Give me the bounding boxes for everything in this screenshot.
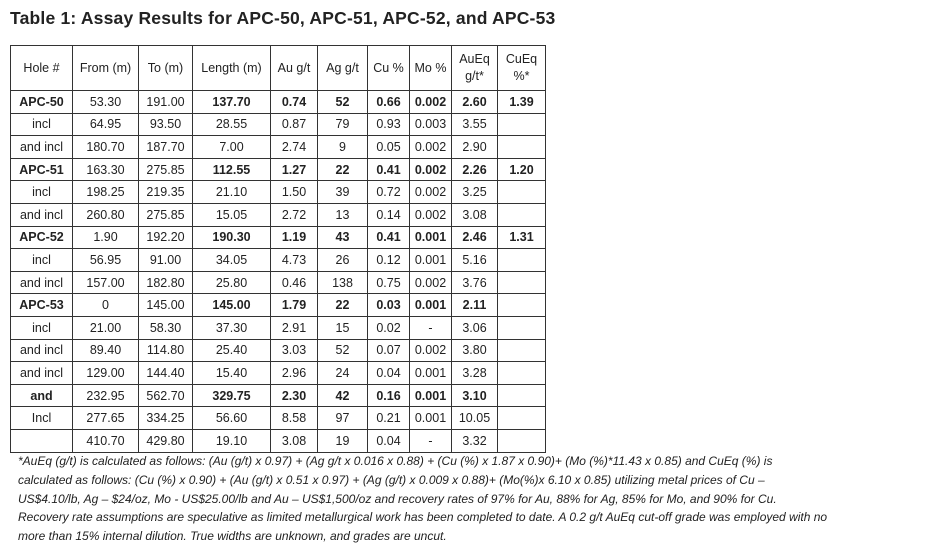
cell-mo: 0.001 [410, 249, 452, 272]
cell-length: 15.40 [193, 362, 271, 385]
cell-from: 64.95 [73, 113, 139, 136]
cell-au: 1.19 [271, 226, 318, 249]
cell-ag: 138 [318, 271, 368, 294]
cell-hole: incl [11, 181, 73, 204]
cell-aueq: 5.16 [452, 249, 498, 272]
cell-hole: incl [11, 316, 73, 339]
cell-cu: 0.03 [368, 294, 410, 317]
header-au: Au g/t [271, 46, 318, 91]
cell-to: 429.80 [139, 429, 193, 452]
cell-cu: 0.05 [368, 136, 410, 159]
cell-ag: 22 [318, 158, 368, 181]
cell-aueq: 3.28 [452, 362, 498, 385]
table-title: Table 1: Assay Results for APC-50, APC-51, APC-52, and APC-53 [10, 8, 556, 28]
cell-from: 53.30 [73, 91, 139, 114]
cell-au: 2.74 [271, 136, 318, 159]
footnote-line: *AuEq (g/t) is calculated as follows: (Au (g/t) x 0.97) + (Ag g/t x 0.016 x 0.88) + (Cu (%) x 1.87 x 0.90)+ (Mo (%)*11.43 x 0.85) and CuEq (%) is [18, 454, 773, 468]
cell-aueq: 3.80 [452, 339, 498, 362]
cell-hole: and incl [11, 136, 73, 159]
cell-cueq [498, 407, 546, 430]
cell-from: 21.00 [73, 316, 139, 339]
footnote-line: calculated as follows: (Cu (%) x 0.90) + (Au (g/t) x 0.51 x 0.97) + (Ag (g/t) x 0.009 x 0.88)+ (Mo(%)x 6.10 x 0.85) utilizing metal prices of Cu – [18, 472, 765, 487]
table-row [11, 158, 546, 181]
cell-aueq: 3.32 [452, 429, 498, 452]
cell-cueq: 1.31 [498, 226, 546, 249]
cell-to: 145.00 [139, 294, 193, 317]
cell-hole: Incl [11, 407, 73, 430]
cell-au: 8.58 [271, 407, 318, 430]
cell-cu: 0.04 [368, 362, 410, 385]
cell-aueq: 3.55 [452, 113, 498, 136]
table-row [11, 384, 546, 407]
table-row [11, 113, 546, 136]
assay-results-table [10, 45, 546, 453]
cell-ag: 22 [318, 294, 368, 317]
header-cu: Cu % [368, 46, 410, 91]
cell-aueq: 2.46 [452, 226, 498, 249]
cell-cueq [498, 384, 546, 407]
cell-from: 89.40 [73, 339, 139, 362]
cell-au: 2.91 [271, 316, 318, 339]
cell-from: 157.00 [73, 271, 139, 294]
cell-to: 219.35 [139, 181, 193, 204]
header-ag: Ag g/t [318, 46, 368, 91]
cell-length: 37.30 [193, 316, 271, 339]
cell-cueq [498, 271, 546, 294]
cell-from: 129.00 [73, 362, 139, 385]
cell-length: 28.55 [193, 113, 271, 136]
cell-to: 114.80 [139, 339, 193, 362]
cell-cu: 0.41 [368, 158, 410, 181]
cell-to: 144.40 [139, 362, 193, 385]
cell-aueq: 2.26 [452, 158, 498, 181]
cell-to: 182.80 [139, 271, 193, 294]
cell-aueq: 3.76 [452, 271, 498, 294]
cell-au: 3.03 [271, 339, 318, 362]
cell-hole [11, 429, 73, 452]
cell-cu: 0.75 [368, 271, 410, 294]
header-from: From (m) [73, 46, 139, 91]
header-aueq-label: AuEq g/t* [459, 52, 490, 83]
cell-au: 1.27 [271, 158, 318, 181]
table-row [11, 294, 546, 317]
cell-aueq: 2.11 [452, 294, 498, 317]
cell-mo: 0.001 [410, 407, 452, 430]
cell-from: 277.65 [73, 407, 139, 430]
cell-au: 2.96 [271, 362, 318, 385]
cell-hole: APC-50 [11, 91, 73, 114]
cell-mo: 0.001 [410, 362, 452, 385]
header-hole: Hole # [11, 46, 73, 91]
cell-from: 56.95 [73, 249, 139, 272]
table-row [11, 91, 546, 114]
cell-cu: 0.16 [368, 384, 410, 407]
table-row [11, 362, 546, 385]
table-row [11, 271, 546, 294]
cell-cu: 0.41 [368, 226, 410, 249]
table-body [11, 91, 546, 453]
cell-aueq: 2.60 [452, 91, 498, 114]
table-row [11, 249, 546, 272]
cell-hole: APC-51 [11, 158, 73, 181]
cell-cueq [498, 181, 546, 204]
table-row [11, 339, 546, 362]
cell-to: 275.85 [139, 158, 193, 181]
cell-cueq [498, 203, 546, 226]
cell-cueq: 1.20 [498, 158, 546, 181]
cell-mo: 0.002 [410, 339, 452, 362]
cell-ag: 43 [318, 226, 368, 249]
cell-hole: and incl [11, 362, 73, 385]
cell-ag: 79 [318, 113, 368, 136]
cell-au: 1.79 [271, 294, 318, 317]
cell-length: 112.55 [193, 158, 271, 181]
cell-hole: and incl [11, 203, 73, 226]
cell-length: 25.80 [193, 271, 271, 294]
cell-ag: 19 [318, 429, 368, 452]
cell-to: 275.85 [139, 203, 193, 226]
cell-from: 260.80 [73, 203, 139, 226]
cell-au: 4.73 [271, 249, 318, 272]
cell-mo: 0.001 [410, 294, 452, 317]
cell-cu: 0.14 [368, 203, 410, 226]
cell-from: 163.30 [73, 158, 139, 181]
cell-cueq [498, 429, 546, 452]
cell-hole: incl [11, 249, 73, 272]
cell-from: 198.25 [73, 181, 139, 204]
cell-to: 191.00 [139, 91, 193, 114]
cell-to: 187.70 [139, 136, 193, 159]
header-length: Length (m) [193, 46, 271, 91]
cell-to: 334.25 [139, 407, 193, 430]
header-cueq [498, 46, 546, 91]
cell-aueq: 3.08 [452, 203, 498, 226]
header-mo: Mo % [410, 46, 452, 91]
cell-ag: 9 [318, 136, 368, 159]
cell-hole: and incl [11, 339, 73, 362]
cell-length: 7.00 [193, 136, 271, 159]
cell-cu: 0.04 [368, 429, 410, 452]
cell-mo: - [410, 429, 452, 452]
cell-au: 0.87 [271, 113, 318, 136]
cell-mo: 0.002 [410, 181, 452, 204]
cell-aueq: 2.90 [452, 136, 498, 159]
cell-hole: and [11, 384, 73, 407]
cell-au: 2.30 [271, 384, 318, 407]
cell-to: 192.20 [139, 226, 193, 249]
cell-ag: 97 [318, 407, 368, 430]
footnote-line: more than 15% internal dilution. True widths are unknown, and grades are uncut. [18, 529, 447, 544]
cell-cueq [498, 362, 546, 385]
cell-length: 25.40 [193, 339, 271, 362]
cell-cu: 0.66 [368, 91, 410, 114]
cell-to: 91.00 [139, 249, 193, 272]
footnote-line: US$4.10/lb, Ag – $24/oz, Mo - US$25.00/lb and Au – US$1,500/oz and recovery rates of 97% for Au, 88% for Ag, 85% for Mo, and 90% for Cu. [18, 491, 777, 506]
cell-cu: 0.72 [368, 181, 410, 204]
cell-cu: 0.07 [368, 339, 410, 362]
cell-au: 0.46 [271, 271, 318, 294]
cell-mo: 0.002 [410, 91, 452, 114]
table-row [11, 181, 546, 204]
cell-cueq [498, 339, 546, 362]
cell-ag: 24 [318, 362, 368, 385]
cell-cueq: 1.39 [498, 91, 546, 114]
header-cueq-label: CuEq %* [505, 52, 538, 83]
cell-cueq [498, 294, 546, 317]
table-row [11, 429, 546, 452]
cell-length: 15.05 [193, 203, 271, 226]
cell-au: 3.08 [271, 429, 318, 452]
header-aueq [452, 46, 498, 91]
cell-aueq: 3.25 [452, 181, 498, 204]
cell-length: 190.30 [193, 226, 271, 249]
header-to: To (m) [139, 46, 193, 91]
cell-mo: 0.002 [410, 136, 452, 159]
footnote-line: Recovery rate assumptions are speculative as limited metallurgical work has been completed to date. A 0.2 g/t AuEq cut-off grade was employed with no [18, 510, 828, 525]
cell-cu: 0.21 [368, 407, 410, 430]
cell-mo: 0.001 [410, 226, 452, 249]
cell-ag: 42 [318, 384, 368, 407]
cell-au: 0.74 [271, 91, 318, 114]
cell-length: 329.75 [193, 384, 271, 407]
cell-aueq: 10.05 [452, 407, 498, 430]
cell-cu: 0.93 [368, 113, 410, 136]
cell-mo: 0.003 [410, 113, 452, 136]
table-row [11, 203, 546, 226]
cell-ag: 39 [318, 181, 368, 204]
cell-hole: APC-52 [11, 226, 73, 249]
cell-to: 562.70 [139, 384, 193, 407]
cell-from: 180.70 [73, 136, 139, 159]
cell-cueq [498, 113, 546, 136]
cell-cueq [498, 316, 546, 339]
cell-length: 19.10 [193, 429, 271, 452]
cell-to: 58.30 [139, 316, 193, 339]
cell-au: 1.50 [271, 181, 318, 204]
cell-to: 93.50 [139, 113, 193, 136]
cell-cueq [498, 249, 546, 272]
cell-from: 1.90 [73, 226, 139, 249]
cell-ag: 26 [318, 249, 368, 272]
cell-mo: 0.002 [410, 271, 452, 294]
cell-ag: 13 [318, 203, 368, 226]
cell-cu: 0.02 [368, 316, 410, 339]
cell-mo: - [410, 316, 452, 339]
cell-from: 232.95 [73, 384, 139, 407]
cell-hole: incl [11, 113, 73, 136]
footnote [18, 452, 930, 546]
cell-cueq [498, 136, 546, 159]
cell-aueq: 3.10 [452, 384, 498, 407]
cell-mo: 0.002 [410, 158, 452, 181]
cell-length: 34.05 [193, 249, 271, 272]
cell-mo: 0.001 [410, 384, 452, 407]
cell-length: 137.70 [193, 91, 271, 114]
cell-cu: 0.12 [368, 249, 410, 272]
table-row [11, 226, 546, 249]
cell-hole: and incl [11, 271, 73, 294]
table-row [11, 316, 546, 339]
cell-length: 21.10 [193, 181, 271, 204]
table-header-row [11, 46, 546, 91]
table-row [11, 136, 546, 159]
cell-hole: APC-53 [11, 294, 73, 317]
cell-au: 2.72 [271, 203, 318, 226]
cell-ag: 15 [318, 316, 368, 339]
cell-ag: 52 [318, 91, 368, 114]
cell-length: 145.00 [193, 294, 271, 317]
cell-mo: 0.002 [410, 203, 452, 226]
table-row [11, 407, 546, 430]
cell-ag: 52 [318, 339, 368, 362]
cell-length: 56.60 [193, 407, 271, 430]
cell-aueq: 3.06 [452, 316, 498, 339]
cell-from: 410.70 [73, 429, 139, 452]
cell-from: 0 [73, 294, 139, 317]
